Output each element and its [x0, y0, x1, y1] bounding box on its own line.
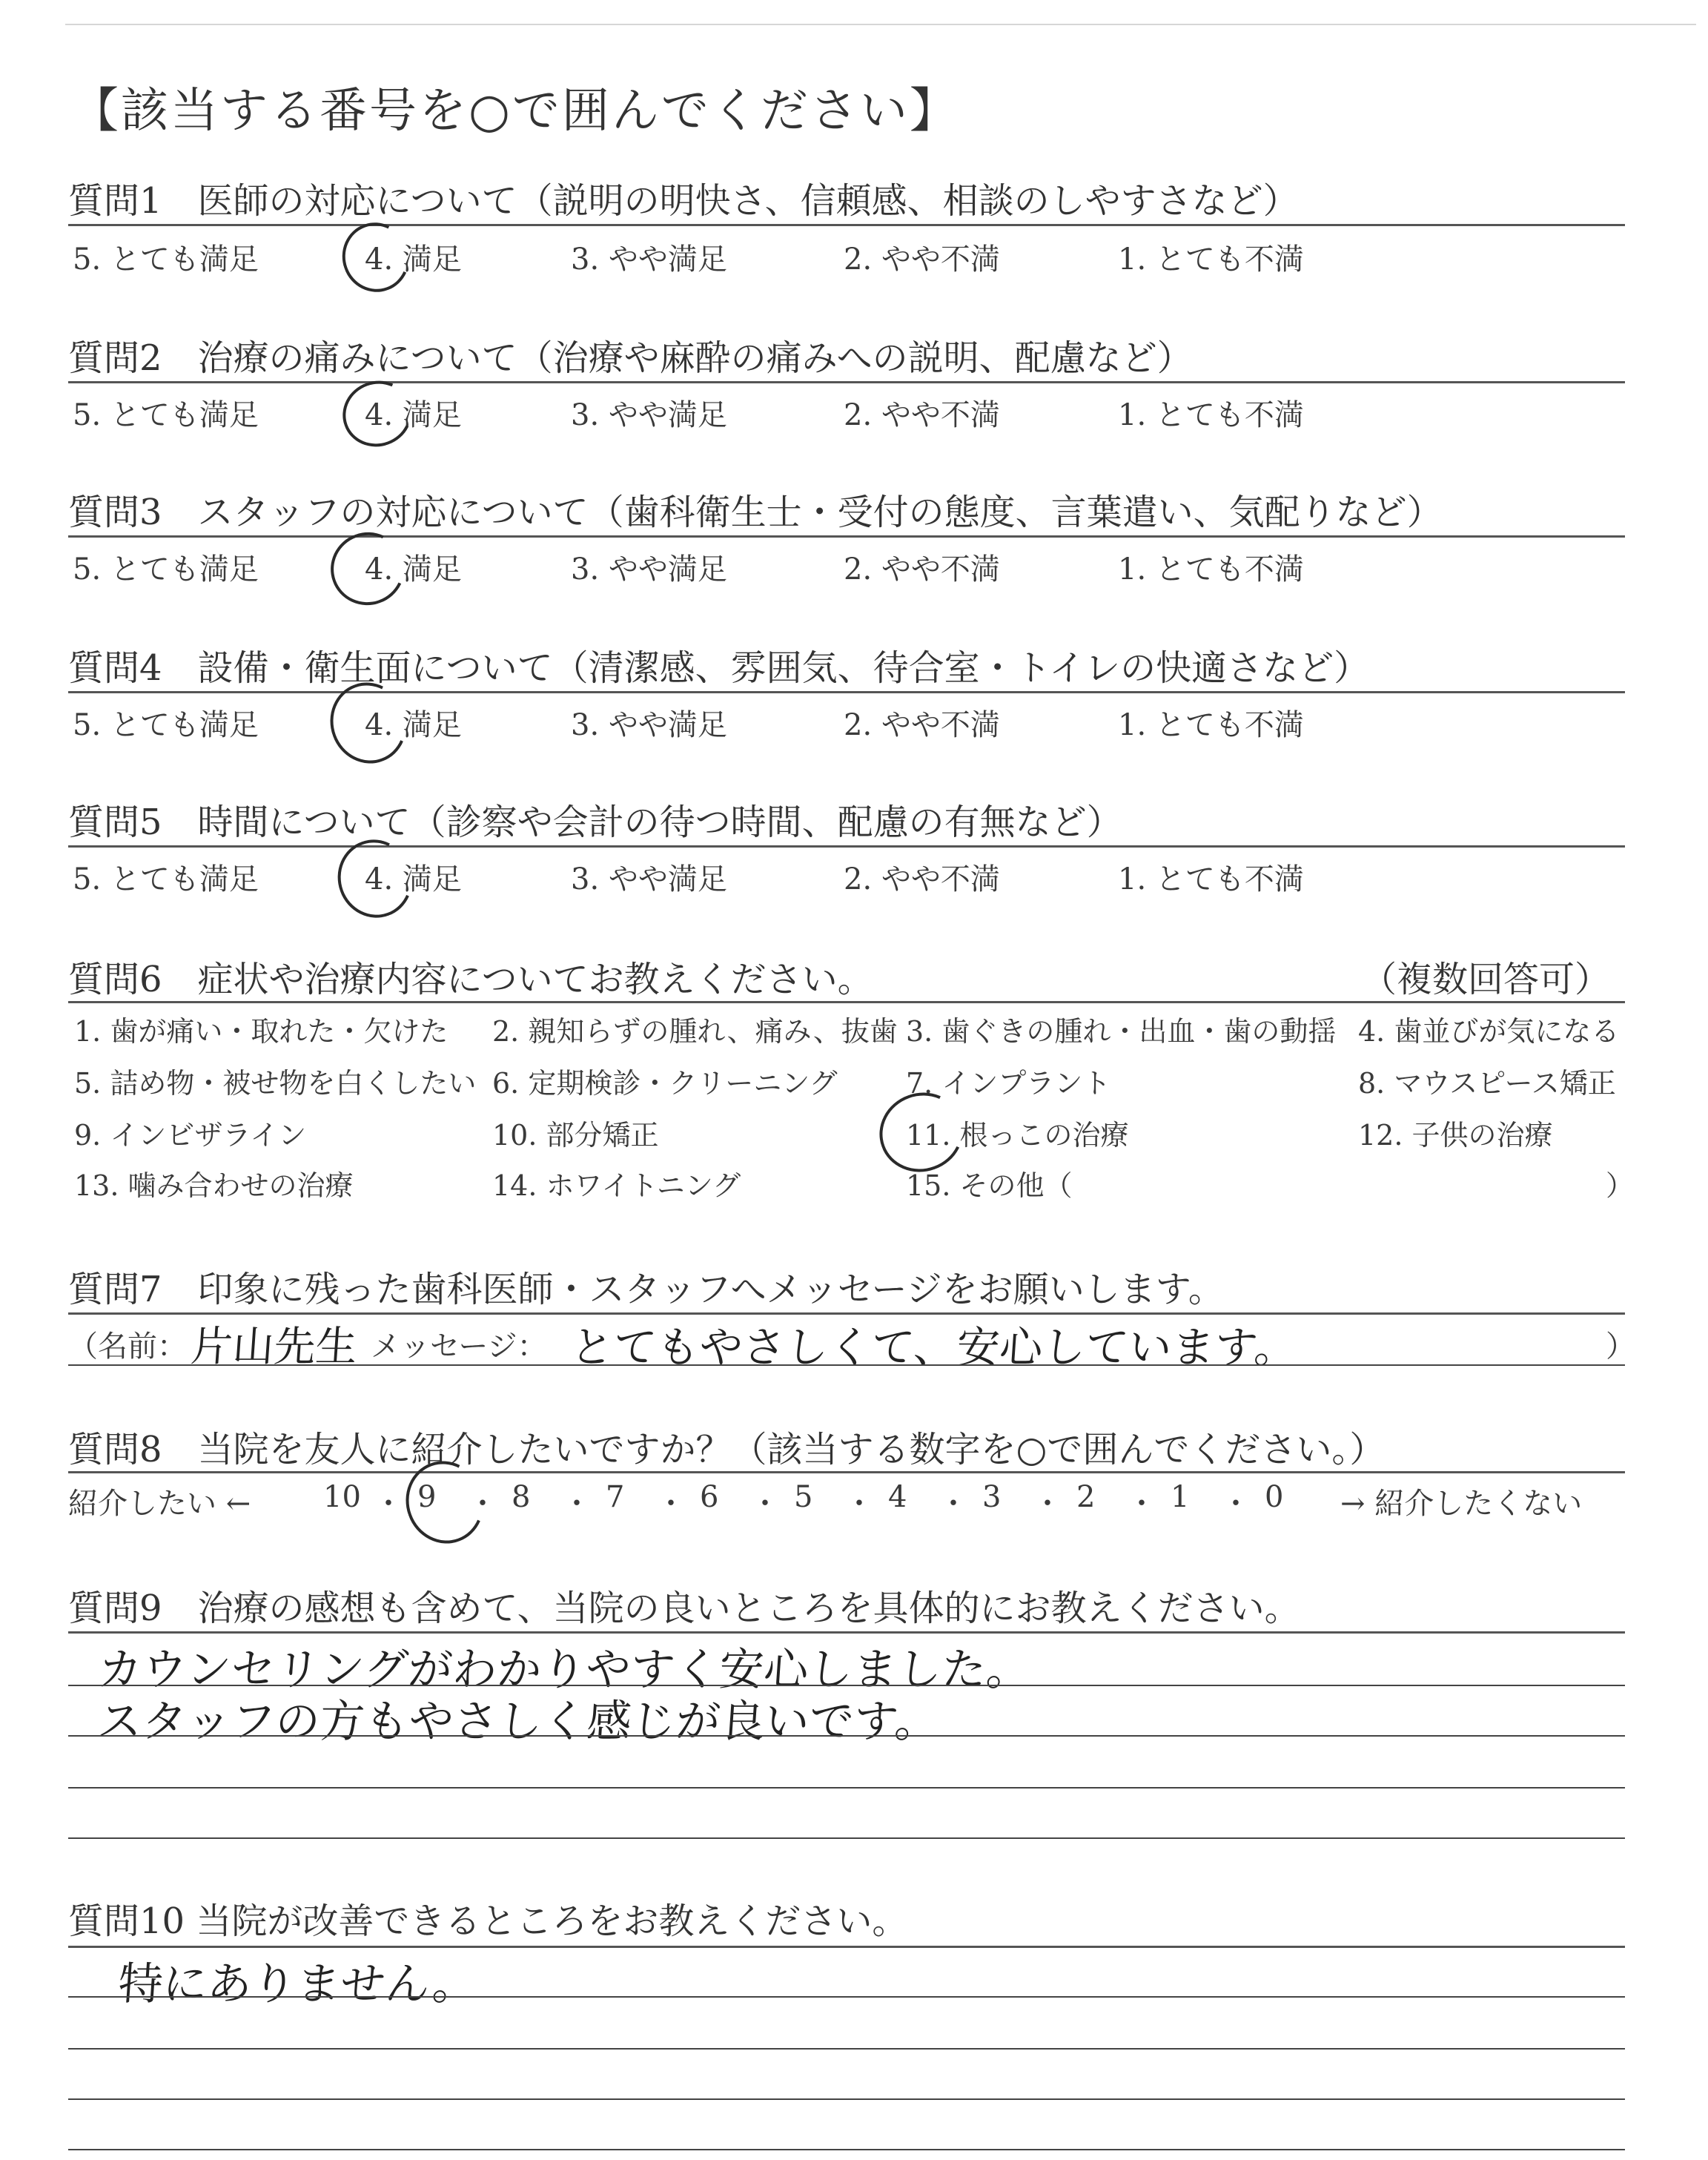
q10-answer-line-1[interactable]: 特にありません。	[116, 1958, 479, 2010]
q10-title: 質問10 当院が改善できるところをお教えください。	[68, 1900, 908, 1942]
q6-choice-15[interactable]: 15. その他（	[906, 1169, 1073, 1202]
q6-choice-3[interactable]: 3. 歯ぐきの腫れ・出血・歯の動揺	[906, 1015, 1337, 1048]
q6-choice-1[interactable]: 1. 歯が痛い・取れた・欠けた	[74, 1015, 448, 1048]
q10-line-3	[68, 2048, 1625, 2050]
q8-number-6[interactable]: 6	[700, 1480, 719, 1514]
q8-separator-dot: ・	[750, 1487, 780, 1521]
q2-title: 質問2 治療の痛みについて（治療や麻酔の痛みへの説明、配慮など）	[68, 337, 1193, 379]
q8-separator-dot: ・	[562, 1487, 592, 1521]
q2-selection-circle	[334, 371, 421, 457]
q4-opt-2[interactable]: 2. やや不満	[844, 708, 1000, 742]
q9-line-3	[68, 1735, 1625, 1737]
q6-title: 質問6 症状や治療内容についてお教えください。	[68, 959, 873, 1000]
q6-choice-14[interactable]: 14. ホワイトニング	[492, 1169, 741, 1202]
q9-rule	[68, 1631, 1625, 1634]
q6-choice-7[interactable]: 7. インプラント	[906, 1067, 1111, 1100]
q8-number-1[interactable]: 1	[1171, 1480, 1190, 1514]
q3-opt-4[interactable]: 4. 満足	[365, 552, 462, 587]
q8-separator-dot: ・	[844, 1487, 874, 1521]
q8-separator-dot: ・	[1033, 1487, 1062, 1521]
q5-opt-1[interactable]: 1. とても不満	[1118, 862, 1304, 896]
q9-line-4	[68, 1787, 1625, 1789]
q9-answer-line-1[interactable]: カウンセリングがわかりやすく安心しました。	[96, 1644, 1033, 1696]
q8-separator-dot: ・	[468, 1487, 497, 1521]
q7-answer-rule	[68, 1364, 1625, 1366]
q10-line-4	[68, 2098, 1625, 2100]
q7-name-value[interactable]: 片山先生	[189, 1323, 359, 1371]
q6-choice-11[interactable]: 11. 根っこの治療	[906, 1119, 1129, 1152]
q3-opt-3[interactable]: 3. やや満足	[571, 552, 727, 587]
q1-title: 質問1 医師の対応について（説明の明快さ、信頼感、相談のしやすさなど）	[68, 180, 1299, 222]
top-border	[65, 24, 1696, 25]
q9-answer-line-2[interactable]: スタッフの方もやさしく感じが良いです。	[96, 1696, 941, 1748]
q5-opt-2[interactable]: 2. やや不満	[844, 862, 1000, 896]
q8-title: 質問8 当院を友人に紹介したいですか？（該当する数字を○で囲んでください。）	[68, 1429, 1386, 1470]
q1-opt-5[interactable]: 5. とても満足	[73, 242, 259, 277]
q8-separator-dot: ・	[939, 1487, 968, 1521]
q4-opt-3[interactable]: 3. やや満足	[571, 708, 727, 742]
q5-opt-5[interactable]: 5. とても満足	[73, 862, 259, 896]
q7-name-label: （名前：	[68, 1330, 187, 1364]
q6-choice-12[interactable]: 12. 子供の治療	[1358, 1119, 1553, 1152]
q8-number-0[interactable]: 0	[1265, 1480, 1284, 1514]
q6-choice-13[interactable]: 13. 噛み合わせの治療	[74, 1169, 354, 1202]
q6-note: （複数回答可）	[1361, 959, 1611, 1000]
q4-opt-4[interactable]: 4. 満足	[365, 708, 462, 742]
q8-number-2[interactable]: 2	[1076, 1480, 1096, 1514]
q1-opt-4[interactable]: 4. 満足	[365, 242, 462, 277]
q6-rule	[68, 1001, 1625, 1003]
q7-close-paren: ）	[1606, 1330, 1635, 1364]
q10-line-5	[68, 2149, 1625, 2150]
q2-opt-5[interactable]: 5. とても満足	[73, 398, 259, 432]
q3-title: 質問3 スタッフの対応について（歯科衛生士・受付の態度、言葉遣い、気配りなど）	[68, 492, 1443, 533]
q8-number-8[interactable]: 8	[512, 1480, 531, 1514]
q6-choice-6[interactable]: 6. 定期検診・クリーニング	[492, 1067, 838, 1100]
q5-opt-4[interactable]: 4. 満足	[365, 862, 462, 896]
q2-opt-3[interactable]: 3. やや満足	[571, 398, 727, 432]
q8-number-7[interactable]: 7	[606, 1480, 625, 1514]
q3-rule	[68, 535, 1625, 538]
q6-choice-5[interactable]: 5. 詰め物・被せ物を白くしたい	[74, 1067, 477, 1100]
q8-left-label: 紹介したい ←	[68, 1487, 251, 1521]
q8-separator-dot: ・	[1127, 1487, 1156, 1521]
q5-title: 質問5 時間について（診察や会計の待つ時間、配慮の有無など）	[68, 802, 1122, 843]
q9-title: 質問9 治療の感想も含めて、当院の良いところを具体的にお教えください。	[68, 1588, 1300, 1629]
q6-choice-15-close: ）	[1606, 1169, 1635, 1202]
q9-line-5	[68, 1837, 1625, 1839]
q8-number-4[interactable]: 4	[888, 1480, 907, 1514]
q6-choice-8[interactable]: 8. マウスピース矯正	[1358, 1067, 1616, 1100]
q7-message-value[interactable]: とてもやさしくて、安心しています。	[569, 1322, 1300, 1373]
q8-separator-dot: ・	[1221, 1487, 1251, 1521]
q1-rule	[68, 224, 1625, 226]
q7-message-label: メッセージ：	[371, 1330, 547, 1364]
q6-choice-9[interactable]: 9. インビザライン	[74, 1119, 307, 1152]
q4-rule	[68, 691, 1625, 693]
q6-choice-4[interactable]: 4. 歯並びが気になる	[1358, 1015, 1620, 1048]
q1-opt-3[interactable]: 3. やや満足	[571, 242, 727, 277]
q5-opt-3[interactable]: 3. やや満足	[571, 862, 727, 896]
q8-separator-dot: ・	[656, 1487, 686, 1521]
q3-opt-1[interactable]: 1. とても不満	[1118, 552, 1304, 587]
q6-choice-2[interactable]: 2. 親知らずの腫れ、痛み、抜歯	[492, 1015, 898, 1048]
q8-number-9[interactable]: 9	[417, 1480, 437, 1514]
q2-opt-4[interactable]: 4. 満足	[365, 398, 462, 432]
q10-rule	[68, 1946, 1625, 1948]
q2-rule	[68, 381, 1625, 383]
q8-number-5[interactable]: 5	[794, 1480, 813, 1514]
q3-opt-2[interactable]: 2. やや不満	[844, 552, 1000, 587]
q4-opt-1[interactable]: 1. とても不満	[1118, 708, 1304, 742]
page-header: 【該当する番号を○で囲んでください】	[71, 84, 959, 139]
q8-rule	[68, 1471, 1625, 1473]
q10-line-2	[68, 1996, 1625, 1998]
q4-title: 質問4 設備・衛生面について（清潔感、雰囲気、待合室・トイレの快適さなど）	[68, 647, 1370, 689]
q5-rule	[68, 845, 1625, 848]
q8-number-10[interactable]: 10	[323, 1480, 361, 1514]
q1-opt-1[interactable]: 1. とても不満	[1118, 242, 1304, 277]
q7-title: 質問7 印象に残った歯科医師・スタッフへメッセージをお願いします。	[68, 1269, 1224, 1310]
q1-opt-2[interactable]: 2. やや不満	[844, 242, 1000, 277]
q2-opt-2[interactable]: 2. やや不満	[844, 398, 1000, 432]
q1-selection-circle	[333, 213, 420, 301]
q8-number-3[interactable]: 3	[982, 1480, 1002, 1514]
q6-choice-10[interactable]: 10. 部分矯正	[492, 1119, 659, 1152]
q4-opt-5[interactable]: 5. とても満足	[73, 708, 259, 742]
q3-opt-5[interactable]: 5. とても満足	[73, 552, 259, 587]
q8-right-label: → 紹介したくない	[1340, 1487, 1583, 1521]
q8-separator-dot: ・	[374, 1487, 403, 1521]
q2-opt-1[interactable]: 1. とても不満	[1118, 398, 1304, 432]
